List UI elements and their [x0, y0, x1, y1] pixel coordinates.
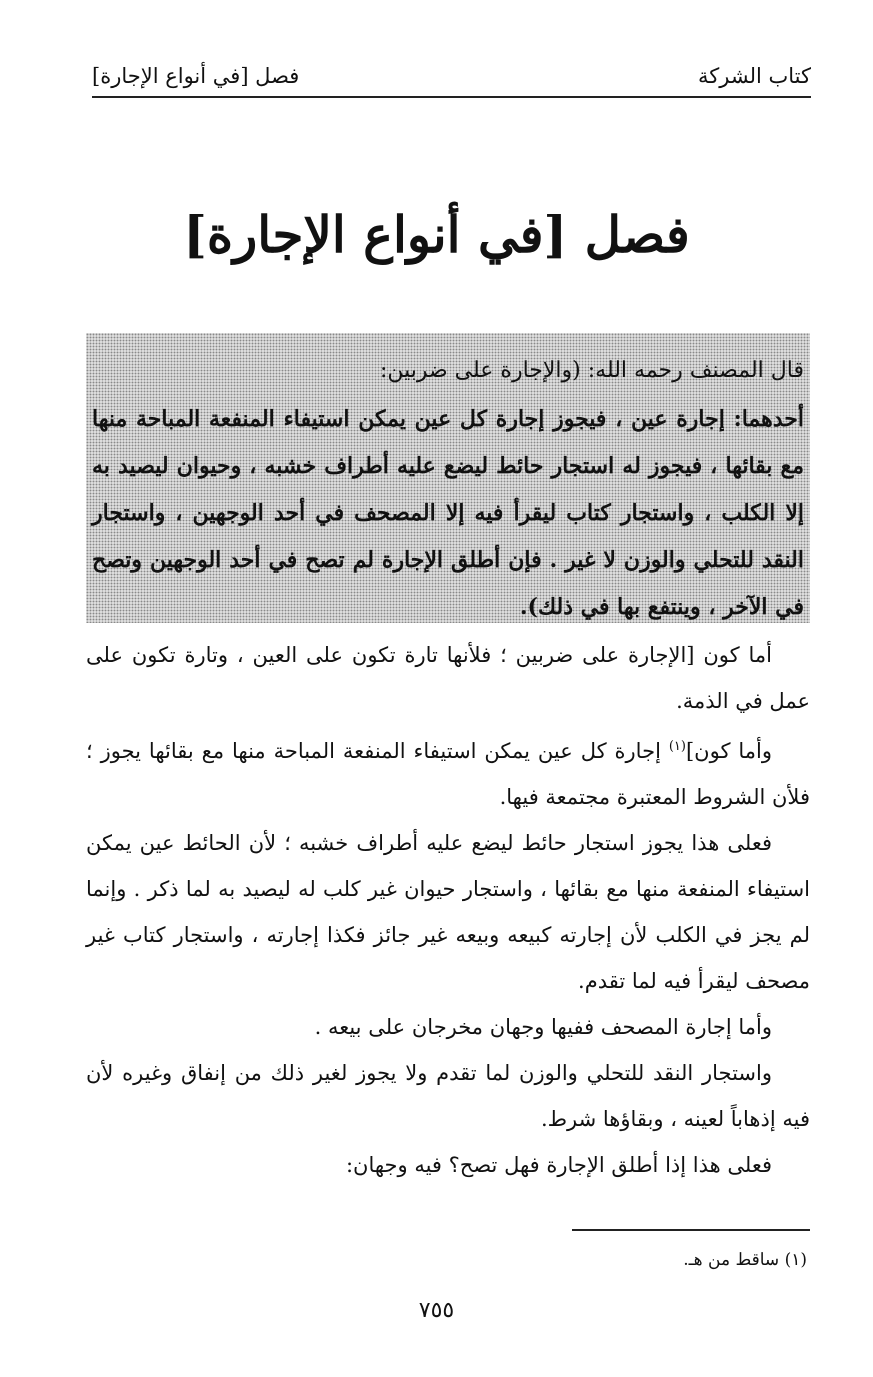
matn-block [86, 333, 810, 623]
footnote-marker: (١) [668, 739, 686, 754]
commentary-body [86, 632, 810, 1188]
header-section-title: فصل [في أنواع الإجارة] [92, 64, 300, 88]
matn-text: أحدهما: إجارة عين ، فيجوز إجارة كل عين يمكن استيفاء المنفعة المباحة منها مع بقائها ، فيجوز له استجار حائط ليضع عليه أطراف خشبه ، وحيوان ليصيد به إلا الكلب ، واستجار كتاب ليقرأ فيه إلا المصحف في أحد الوجهين ، واستجار النقد للتحلي والوزن لا غير . فإن أطلق الإجارة لم تصح في أحد الوجهين وتصح في الآخر ، وينتفع بها في ذلك). [92, 406, 804, 620]
footnote: (١) ساقط من هـ. [683, 1250, 807, 1270]
header-book-title: كتاب الشركة [698, 64, 811, 88]
paragraph-1: أما كون [الإجارة على ضربين ؛ فلأنها تارة تكون على العين ، وتارة تكون على عمل في الذمة. [86, 643, 810, 713]
running-header [92, 56, 811, 98]
paragraph-5: واستجار النقد للتحلي والوزن لما تقدم ولا يجوز لغير ذلك من إنفاق وغيره لأن فيه إذهاباً لعينه ، وبقاؤها شرط. [86, 1061, 810, 1131]
paragraph-2-rest: إجارة كل عين يمكن استيفاء المنفعة المباحة منها مع بقائها يجوز ؛ فلأن الشروط المعتبرة مجتمعة فيها. [86, 739, 810, 809]
page-number: ٧٥٥ [418, 1298, 455, 1323]
chapter-title-bracket: [في أنواع الإجارة] [183, 205, 568, 264]
paragraph-2-start: وأما كون] [685, 739, 772, 763]
matn-intro: قال المصنف رحمه الله: (والإجارة على ضربين: [379, 358, 804, 383]
paragraph-2 [86, 724, 810, 820]
paragraph-4: وأما إجارة المصحف ففيها وجهان مخرجان على بيعه . [314, 1015, 772, 1039]
paragraph-6: فعلى هذا إذا أطلق الإجارة فهل تصح؟ فيه وجهان: [345, 1153, 772, 1177]
chapter-title [0, 205, 873, 264]
footnote-rule [572, 1229, 810, 1231]
paragraph-3: فعلى هذا يجوز استجار حائط ليضع عليه أطراف خشبه ؛ لأن الحائط عين يمكن استيفاء المنفعة منها مع بقائها ، واستجار حيوان غير كلب له ليصيد به لما ذكر . وإنما لم يجز في الكلب لأن إجارته كبيعه وبيعه غير جائز فكذا إجارته ، واستجار كتاب غير مصحف ليقرأ فيه لما تقدم. [86, 831, 810, 993]
chapter-title-main: فصل [584, 205, 690, 264]
